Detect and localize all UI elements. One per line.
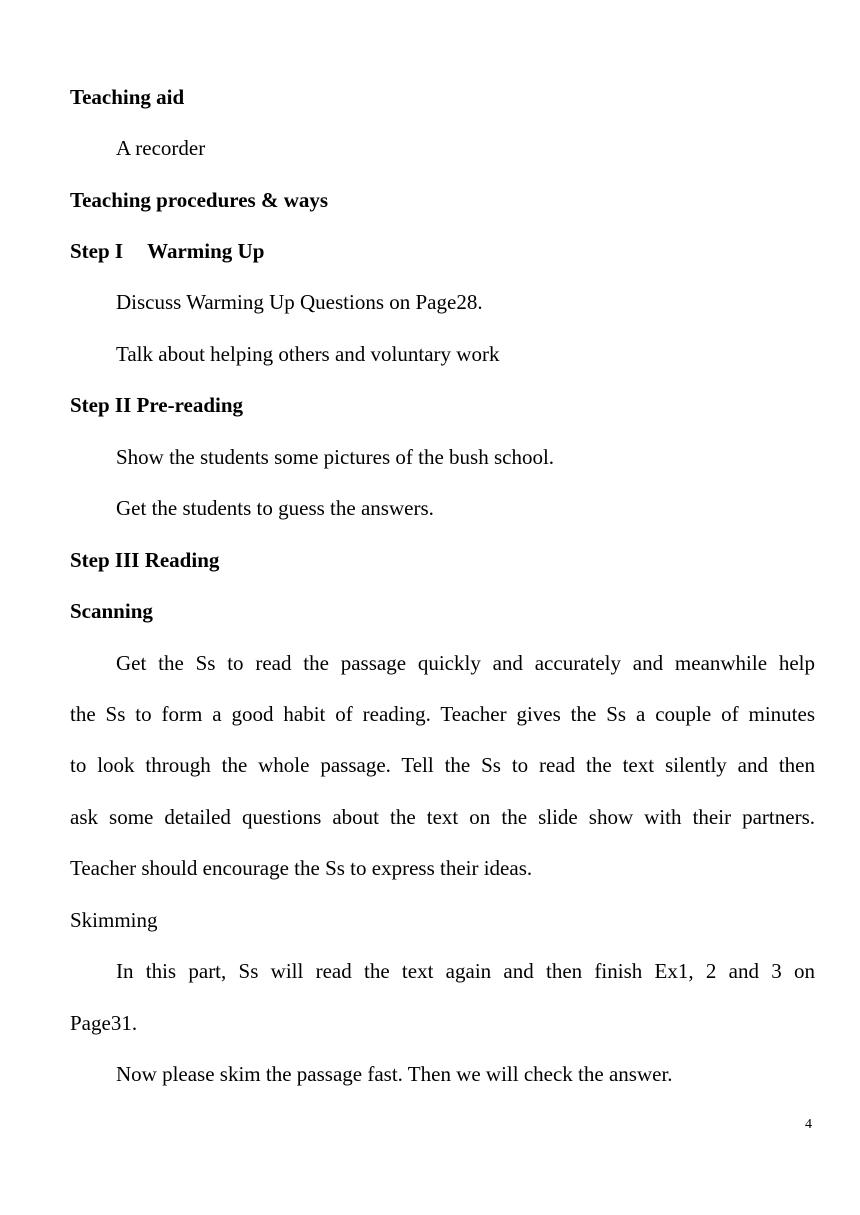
heading-step-3: Step III Reading bbox=[70, 548, 220, 572]
scanning-paragraph-line: to look through the whole passage. Tell the Ss to read the text silently and then bbox=[70, 753, 815, 777]
scanning-paragraph-line: Get the Ss to read the passage quickly and accurately and meanwhile help bbox=[116, 651, 815, 675]
skimming-paragraph-line: Page31. bbox=[70, 1011, 138, 1035]
step-1-title: Warming Up bbox=[147, 239, 265, 263]
heading-skimming: Skimming bbox=[70, 908, 158, 932]
scanning-paragraph-line: the Ss to form a good habit of reading. Teacher gives the Ss a couple of minutes bbox=[70, 702, 815, 726]
heading-scanning: Scanning bbox=[70, 599, 153, 623]
scanning-paragraph-line: Teacher should encourage the Ss to express their ideas. bbox=[70, 856, 533, 880]
heading-teaching-procedures: Teaching procedures & ways bbox=[70, 188, 329, 212]
step-1-label: Step I bbox=[70, 239, 124, 263]
scanning-paragraph-line: ask some detailed questions about the text on the slide show with their partners. bbox=[70, 805, 815, 829]
step-1-line: Discuss Warming Up Questions on Page28. bbox=[116, 290, 483, 314]
heading-step-1 bbox=[70, 238, 815, 264]
heading-teaching-aid: Teaching aid bbox=[70, 85, 185, 109]
heading-step-2: Step II Pre-reading bbox=[70, 393, 244, 417]
step-2-line: Get the students to guess the answers. bbox=[116, 496, 434, 520]
page-number: 4 bbox=[805, 1117, 812, 1132]
step-1-line: Talk about helping others and voluntary work bbox=[116, 342, 500, 366]
skimming-paragraph-line: Now please skim the passage fast. Then we will check the answer. bbox=[116, 1062, 673, 1086]
step-2-line: Show the students some pictures of the bush school. bbox=[116, 445, 555, 469]
aid-item: A recorder bbox=[116, 136, 206, 160]
skimming-paragraph-line: In this part, Ss will read the text again and then finish Ex1, 2 and 3 on bbox=[116, 959, 815, 983]
